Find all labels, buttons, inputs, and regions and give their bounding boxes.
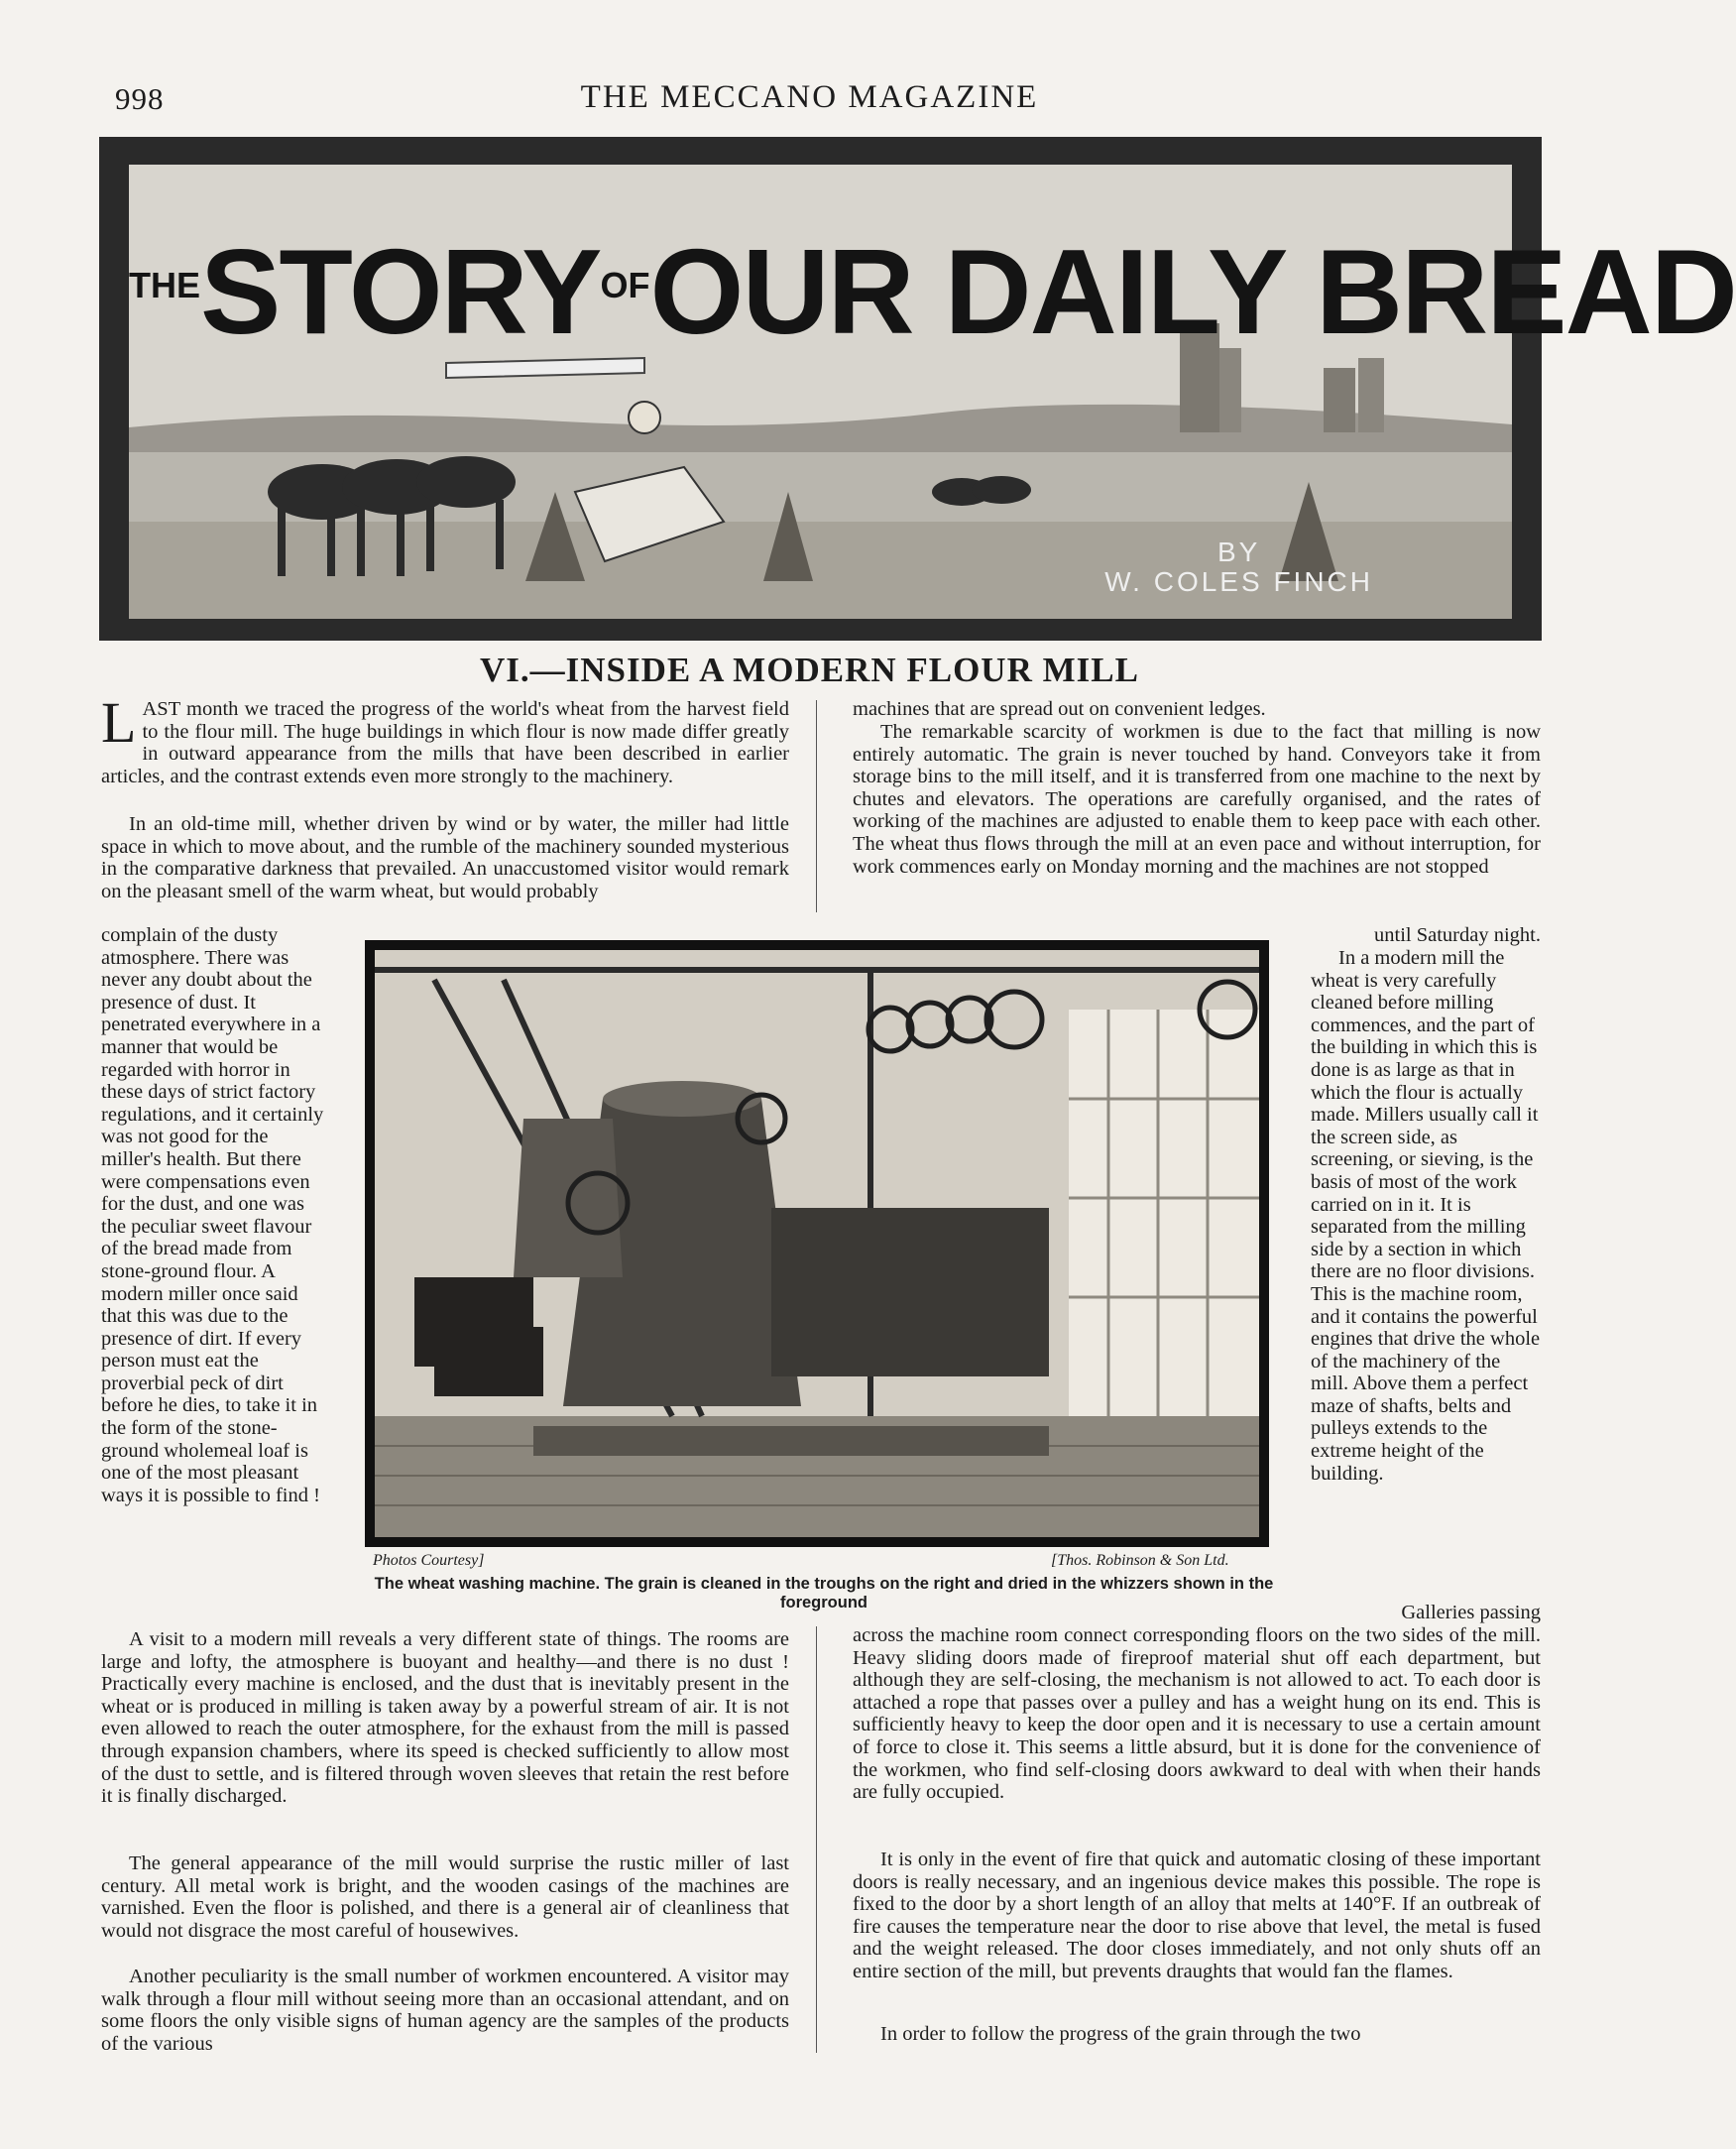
drop-cap: L xyxy=(101,690,137,755)
paragraph-5: Another peculiarity is the small number of workmen encountered. A visitor may walk through a flour mill without seeing more than an occasional attendant, and on some floors the only visible signs of human agency are the samples of the products of the various xyxy=(101,1966,789,2055)
page-number: 998 xyxy=(115,81,165,116)
paragraph-r2-continued: until Saturday night. xyxy=(1374,924,1541,946)
paragraph-4: The general appearance of the mill would surprise the rustic miller of last century. All metal work is bright, and the wooden casings of the machines are varnished. Even the floor is polished, and there is a general air of cleanliness that would not disgrace the most careful of housewives. xyxy=(101,1852,789,1942)
paragraph-1: LAST month we traced the progress of the world's wheat from the harvest field to the flour mill. The huge buildings in which flour is now made differ greatly in outward appearance from the mills that have been described in earlier articles, and the contrast extends even more strongly to the machinery. xyxy=(101,690,789,787)
paragraph-r4-lead: Galleries passing xyxy=(1401,1602,1541,1623)
article-title: VI.—INSIDE A MODERN FLOUR MILL xyxy=(480,651,1139,689)
masthead-title: THESTORYOFOUR DAILY BREAD xyxy=(129,224,1736,359)
author-byline: BY W. COLES FINCH xyxy=(1104,537,1373,597)
paragraph-r2: The remarkable scarcity of workmen is due to the fact that milling is now entirely automatic. The grain is never touched by hand. Conveyors take it from storage bins to the mill itself, and it is transferred from one machine to the next by chutes and elevators. The operations are carefully organised, and the rates of working of the machines are adjusted to enable them to keep pace with each other. The wheat thus flows through the mill at an even pace and without interruption, for work commences early on Monday morning and the machines are not stopped xyxy=(853,721,1541,878)
paragraph-r1: machines that are spread out on convenient ledges. xyxy=(853,698,1266,720)
paragraph-2: In an old-time mill, whether driven by wind or by water, the miller had little space in which to move about, and the rumble of the machinery sounded mysterious in the comparative darkness that prevailed. An unaccustomed visitor would remark on the pleasant smell of the warm wheat, but would probably xyxy=(101,813,789,902)
paragraph-r3: In a modern mill the wheat is very carefully cleaned before milling commences, and the part of the building in which this is done is as large as that in which the flour is actually made. Millers usually call it the screen side, as screening, or sieving, is the basis of most of the work carried on in it. It is separated from the milling side by a section in which there are no floor divisions. This is the machine room, and it contains the powerful engines that drive the whole of the machinery of the mill. Above them a perfect maze of shafts, belts and pulleys extends to the extreme height of the building. xyxy=(1311,947,1541,1485)
paragraph-r6: In order to follow the progress of the grain through the two xyxy=(880,2023,1361,2045)
column-rule-bottom xyxy=(816,1626,817,2053)
wheat-washing-machine-photo xyxy=(365,940,1269,1547)
paragraph-r5: It is only in the event of fire that quick and automatic closing of these important doors is really necessary, and an ingenious device makes this possible. The rope is fixed to the door by a short length of an alloy that melts at 140°F. If an outbreak of fire causes the temperature near the door to rise above that level, the metal is fused and the weight released. The door closes immediately, and not only shuts off an entire section of the mill, but prevents draughts that would fan the flames. xyxy=(853,1849,1541,1982)
paragraph-3: A visit to a modern mill reveals a very different state of things. The rooms are large and lofty, the atmosphere is buoyant and healthy—and there is no dust ! Practically every machine is enclosed, and the dust that is inevitably present in the wheat or is produced in milling is taken away by a powerful stream of air. It is not even allowed to reach the outer atmosphere, for the exhaust from the mill is passed through expansion chambers, where its speed is checked sufficiently to allow most of the dust to settle, and is filtered through woven sleeves that retain the rest before it is finally discharged. xyxy=(101,1628,789,1808)
machine-photo-drawing xyxy=(375,950,1259,1537)
column-rule-top xyxy=(816,700,817,912)
paragraph-2-continued: complain of the dusty atmosphere. There was never any doubt about the presence of dust. It penetrated everywhere in a manner that would be regarded with horror in these days of strict factory regulations, and it certainly was not good for the miller's health. But there were compensations even for the dust, and one was the peculiar sweet flavour of the bread made from stone-ground flour. A modern miller once said that this was due to the presence of dirt. If every person must eat the proverbial peck of dirt before he dies, to take it in the form of the stone-ground wholemeal loaf is one of the most pleasant ways it is possible to find ! xyxy=(101,924,324,1506)
photo-credit-left: Photos Courtesy] xyxy=(373,1552,485,1569)
magazine-title: THE MECCANO MAGAZINE xyxy=(580,79,1039,115)
paragraph-r4: across the machine room connect corresponding floors on the two sides of the mill. Heavy sliding doors made of fireproof material shut off each department, but although they are self-closing, the mechanism is not allowed to act. To each door is attached a rope that passes over a pulley and has a weight hung on its end. This is sufficiently heavy to keep the door open and it is necessary to use a certain amount of force to close it. This seems a little absurd, but it is done for the convenience of the workmen, who find self-closing doors awkward to deal with when their hands are fully occupied. xyxy=(853,1624,1541,1804)
photo-credit-right: [Thos. Robinson & Son Ltd. xyxy=(1051,1552,1229,1569)
page-header xyxy=(0,77,1619,127)
photo-caption: The wheat washing machine. The grain is cleaned in the troughs on the right and dried in the whizzers shown in the foreground xyxy=(374,1575,1274,1612)
masthead-illustration xyxy=(99,137,1736,641)
